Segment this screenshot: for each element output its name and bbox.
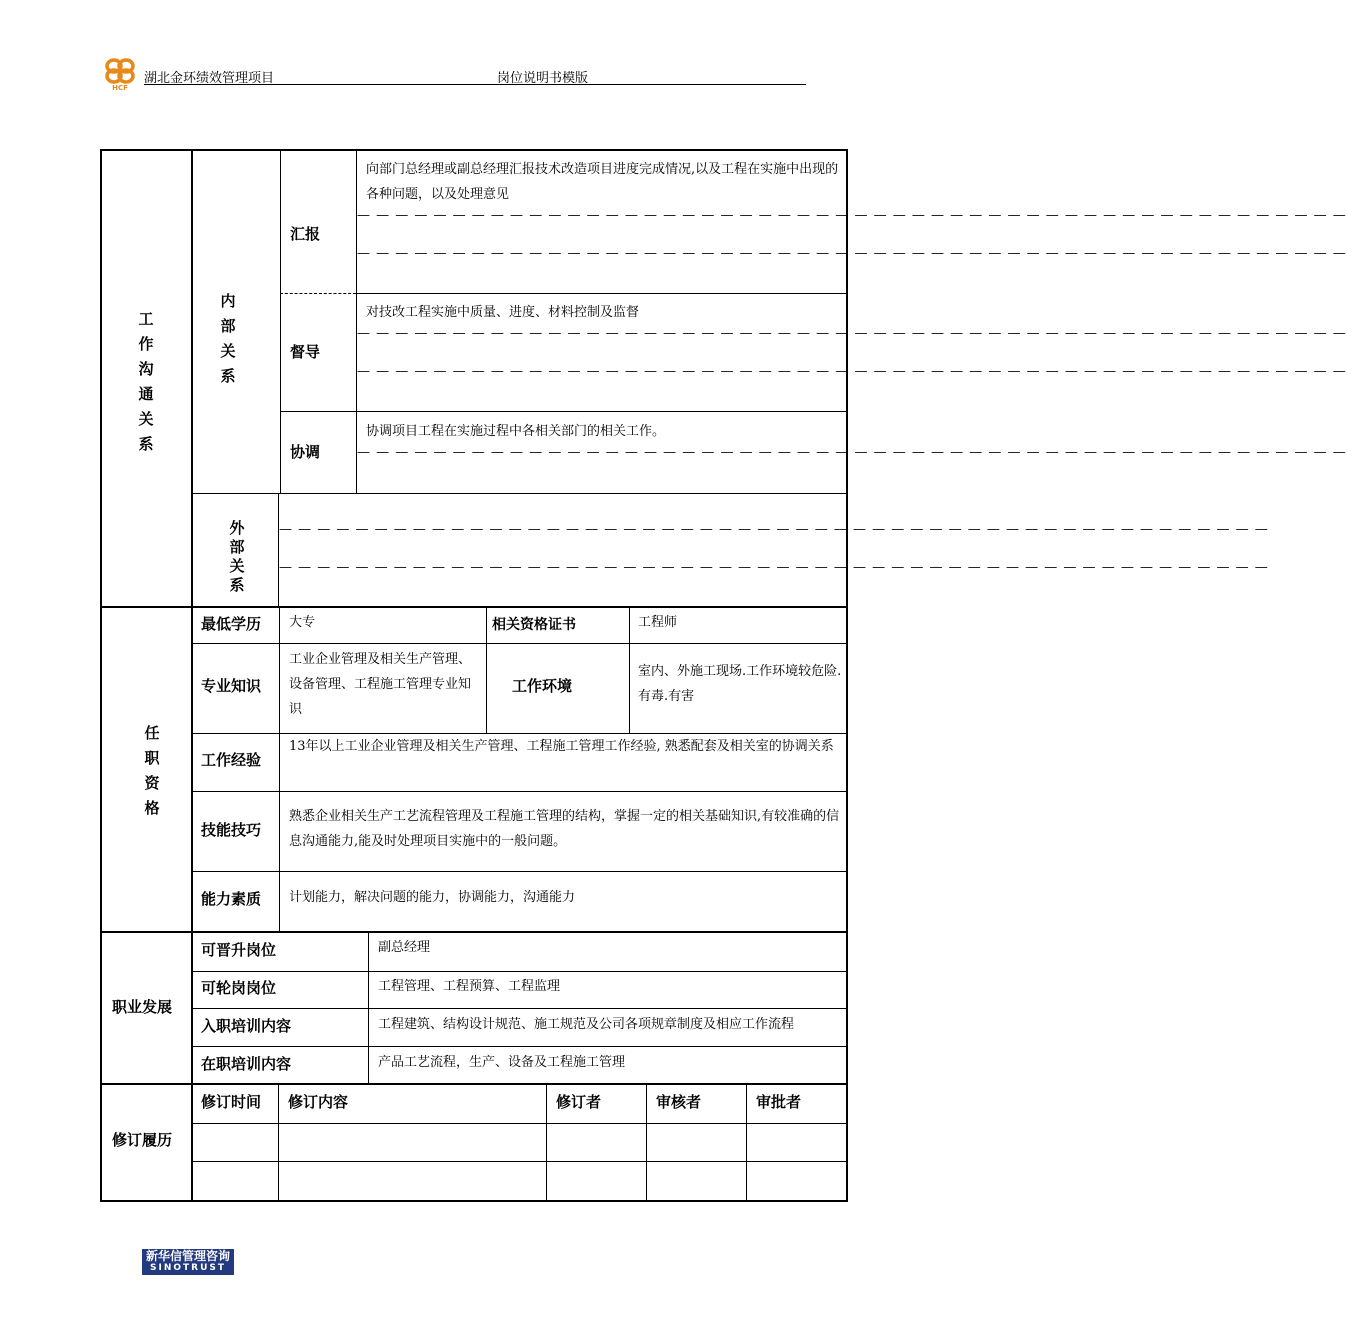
supervise-dash-line: — — — — — — — — — — — — — — — — — — — — — — — — — — — — — — — — — — — — — — — — — — — — — — — — — — — — bbox=[357, 326, 1347, 341]
rotation-value: 工程管理、工程预算、工程监理 bbox=[378, 979, 561, 994]
environment-value: 室内、外施工现场.工作环境较危险.有毒.有害 bbox=[638, 664, 842, 704]
line-report-supervise bbox=[280, 293, 356, 294]
line-supervise-end bbox=[280, 411, 846, 412]
promotion-label: 可晋升岗位 bbox=[201, 941, 277, 959]
report-dash-area bbox=[357, 208, 1347, 269]
report-label: 汇报 bbox=[290, 225, 321, 243]
coordinate-label: 协调 bbox=[290, 443, 321, 461]
rev-header-reviewer: 审核者 bbox=[656, 1093, 702, 1111]
rev-line-1 bbox=[191, 1123, 846, 1124]
sinotrust-logo-cn: 新华信管理咨询 bbox=[145, 1249, 230, 1263]
rev-header-time: 修订时间 bbox=[201, 1093, 262, 1111]
rotation-label: 可轮岗岗位 bbox=[201, 979, 277, 997]
header-doc-title: 岗位说明书模版 bbox=[497, 71, 589, 86]
rev-header-content: 修订内容 bbox=[288, 1093, 349, 1111]
supervise-dash-line: — — — — — — — — — — — — — — — — — — — — — — — — — — — — — — — — — — — — — — — — — — — — — — — — — — — — bbox=[357, 364, 1347, 379]
experience-label: 工作经验 bbox=[201, 751, 262, 769]
sinotrust-logo-en: SINOTRUST bbox=[149, 1263, 226, 1273]
section-divider-2 bbox=[102, 931, 846, 933]
section-communication-label: 工作沟通关系 bbox=[138, 310, 154, 453]
section-divider-1 bbox=[102, 606, 846, 608]
qual-line-1 bbox=[191, 643, 846, 644]
coordinate-dash-line: — — — — — — — — — — — — — — — — — — — — — — — — — — — — — — — — — — — — — — — — — — — — — — — — — — — — bbox=[357, 445, 1347, 460]
report-dash-line: — — — — — — — — — — — — — — — — — — — — — — — — — — — — — — — — — — — — — — — — — — — — — — — — — — — — bbox=[357, 246, 1347, 261]
external-dash-area bbox=[279, 522, 1269, 583]
rev-header-reviser: 修订者 bbox=[556, 1093, 602, 1111]
rev-bottom-line bbox=[102, 1200, 846, 1202]
career-line-3 bbox=[191, 1046, 846, 1047]
ability-label: 能力素质 bbox=[201, 890, 262, 908]
internal-relations-label: 内部关系 bbox=[220, 292, 236, 385]
qual-divider-label bbox=[279, 607, 280, 932]
rev-col-divider-4 bbox=[746, 1084, 747, 1202]
qual-divider-mid bbox=[486, 607, 487, 733]
skills-label: 技能技巧 bbox=[201, 821, 262, 839]
career-line-1 bbox=[191, 971, 846, 972]
hcf-logo-text: HCF bbox=[112, 84, 128, 92]
header-company: 湖北金环绩效管理项目 bbox=[144, 71, 275, 86]
job-description-form bbox=[100, 149, 1347, 1202]
qual-line-3 bbox=[191, 791, 846, 792]
career-line-2 bbox=[191, 1008, 846, 1009]
divider-sublabel bbox=[356, 151, 357, 493]
supervise-label: 督导 bbox=[290, 343, 321, 361]
cert-label: 相关资格证书 bbox=[492, 617, 576, 633]
qual-divider-right bbox=[629, 607, 630, 733]
education-value: 大专 bbox=[289, 615, 316, 630]
rev-col-divider-3 bbox=[646, 1084, 647, 1202]
report-dash-line: — — — — — — — — — — — — — — — — — — — — — — — — — — — — — — — — — — — — — — — — — — — — — — — — — — — — bbox=[357, 208, 1347, 223]
supervise-text: 对技改工程实施中质量、进度、材料控制及监督 bbox=[366, 305, 640, 320]
external-relations-label: 外部关系 bbox=[229, 519, 245, 594]
sinotrust-logo bbox=[142, 1249, 234, 1275]
rev-col-divider-2 bbox=[546, 1084, 547, 1202]
induction-value: 工程建筑、结构设计规范、施工规范及公司各项规章制度及相应工作流程 bbox=[378, 1017, 795, 1032]
section-career-label: 职业发展 bbox=[112, 998, 173, 1016]
line-internal-external bbox=[191, 493, 846, 494]
divider-internal bbox=[280, 151, 281, 493]
header-rule bbox=[144, 84, 806, 85]
supervise-dash-area bbox=[357, 326, 1347, 387]
qual-line-4 bbox=[191, 871, 846, 872]
ability-value: 计划能力，解决问题的能力，协调能力，沟通能力 bbox=[289, 890, 576, 905]
education-label: 最低学历 bbox=[201, 615, 262, 633]
onjob-label: 在职培训内容 bbox=[201, 1055, 292, 1073]
report-text: 向部门总经理或副总经理汇报技术改造项目进度完成情况,以及工程在实施中出现的各种问题，以及处理意见 bbox=[366, 162, 839, 202]
skills-value: 熟悉企业相关生产工艺流程管理及工程施工管理的结构，掌握一定的相关基础知识,有较准确的信息沟通能力,能及时处理项目实施中的一般问题。 bbox=[289, 809, 840, 849]
promotion-value: 副总经理 bbox=[378, 940, 431, 955]
section-divider-3 bbox=[102, 1083, 846, 1085]
rev-col-divider-1 bbox=[278, 1084, 279, 1202]
knowledge-label: 专业知识 bbox=[201, 677, 262, 695]
experience-value: 13年以上工业企业管理及相关生产管理、工程施工管理工作经验, 熟悉配套及相关室的协调关系 bbox=[289, 739, 834, 754]
coordinate-text: 协调项目工程在实施过程中各相关部门的相关工作。 bbox=[366, 424, 666, 439]
coordinate-dash-area bbox=[357, 445, 1347, 466]
line-report-end bbox=[356, 293, 846, 294]
external-dash-line: — — — — — — — — — — — — — — — — — — — — — — — — — — — — — — — — — — — — — — — — — — — — — — — — — — — — bbox=[279, 560, 1269, 575]
external-dash-line: — — — — — — — — — — — — — — — — — — — — — — — — — — — — — — — — — — — — — — — — — — — — — — — — — — — — bbox=[279, 522, 1269, 537]
section-qualification-label: 任职资格 bbox=[144, 724, 160, 817]
cert-value: 工程师 bbox=[638, 615, 678, 630]
environment-label: 工作环境 bbox=[512, 677, 573, 695]
section-revision-label: 修订履历 bbox=[112, 1131, 173, 1149]
rev-header-approver: 审批者 bbox=[756, 1093, 802, 1111]
divider-col1 bbox=[191, 151, 193, 1202]
induction-label: 入职培训内容 bbox=[201, 1017, 292, 1035]
rev-line-2 bbox=[191, 1161, 846, 1162]
onjob-value: 产品工艺流程，生产、设备及工程施工管理 bbox=[378, 1055, 626, 1070]
hcf-logo-icon bbox=[100, 52, 140, 92]
knowledge-value: 工业企业管理及相关生产管理、设备管理、工程施工管理专业知识 bbox=[289, 652, 472, 717]
